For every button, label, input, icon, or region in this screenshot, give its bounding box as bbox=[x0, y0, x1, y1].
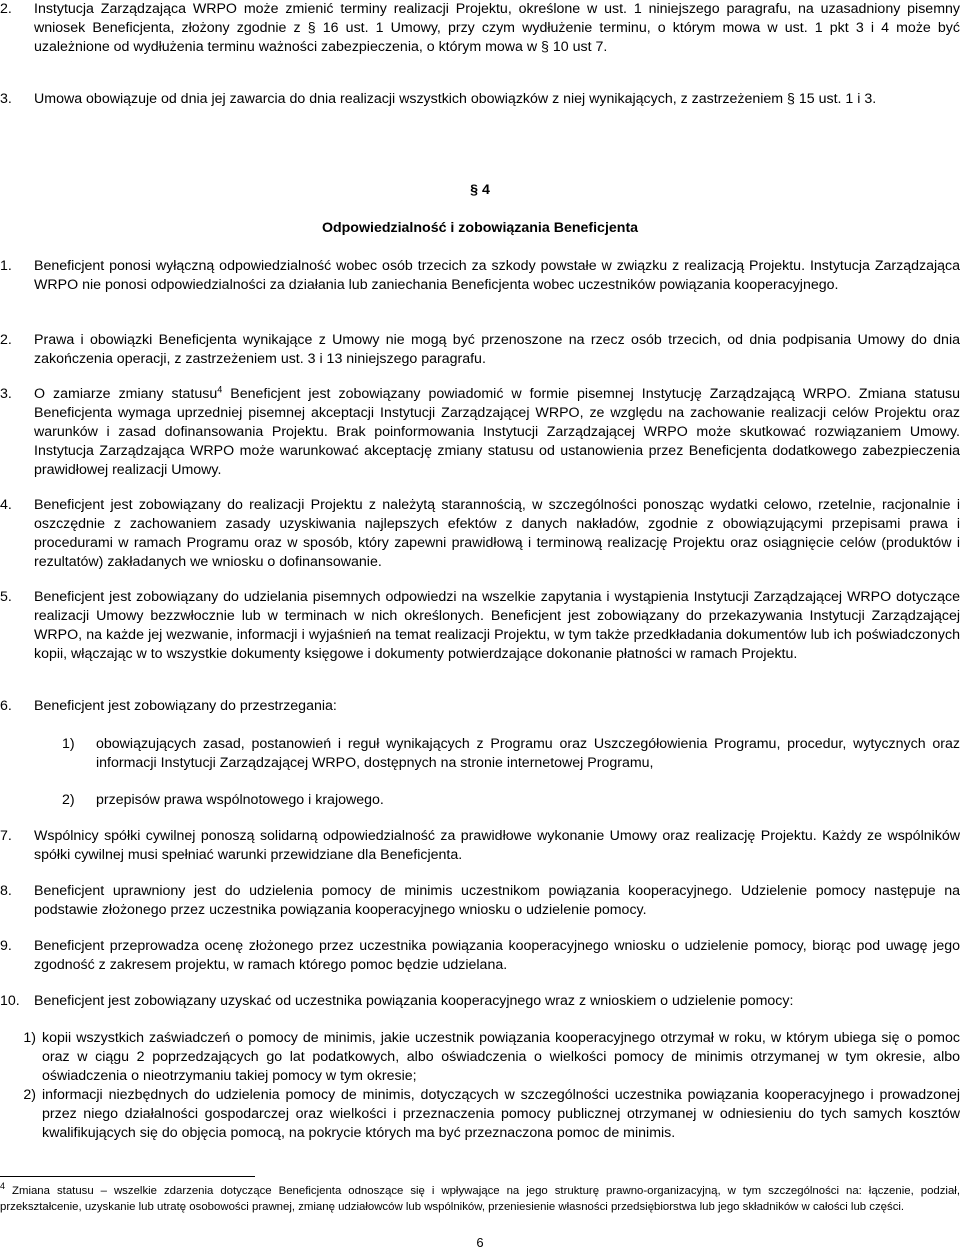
footnote bbox=[0, 1181, 960, 1215]
item-text: Beneficjent jest zobowiązany do udzielania pisemnych odpowiedzi na wszelkie zapytania i wystąpienia Instytucji Zarządzającej WRPO dotyczące realizacji Umowy bezzwłocznie lub w terminach w nich określonych. Beneficjent jest zobowiązany do przekazywania Instytucji Zarządzającej WRPO, na każde jej wezwanie, informacji i wyjaśnień na temat realizacji Projektu, w tym także przedkładania dokumentów lub ich poświadczonych kopii, włączając w to wszystkie dokumenty księgowe i dokumenty potwierdzające dokonanie płatności w ramach Projektu. bbox=[34, 589, 960, 662]
paragraph-number: 3. bbox=[0, 91, 12, 107]
item-number: 4. bbox=[0, 497, 12, 513]
item-text: Beneficjent jest zobowiązany do realizacji Projektu z należytą starannością, w szczególności ponosząc wydatki celowo, rzetelnie, racjonalnie i oszczędnie z zachowaniem zasady uzyskiwania najlepszych efektów z danych nakładów, zgodnie z obowiązującymi przepisami prawa i procedurami w ramach Programu oraz w sposób, który zapewni prawidłową i terminową realizację Projektu oraz osiągnięcie celów (produktów i rezultatów) zakładanych we wniosku o dofinansowanie. bbox=[34, 497, 960, 570]
section-symbol: § 4 bbox=[470, 182, 490, 198]
item-number: 9. bbox=[0, 938, 12, 954]
sub-item-number: 1) bbox=[23, 1030, 36, 1046]
list-item bbox=[0, 588, 960, 664]
item-number: 1. bbox=[0, 258, 12, 274]
sub-list-item bbox=[0, 1086, 960, 1143]
paragraph-2 bbox=[0, 0, 960, 57]
paragraph-text: Umowa obowiązuje od dnia jej zawarcia do dnia realizacji wszystkich obowiązków z niej wynikających, z zastrzeżeniem § 15 ust. 1 i 3. bbox=[34, 91, 877, 107]
item-text: Beneficjent uprawniony jest do udzielenia pomocy de minimis uczestnikom powiązania kooperacyjnego. Udzielenie pomocy następuje na podstawie złożonego przez uczestnika powiązania kooperacyjnego wniosku o udzielenie pomocy. bbox=[34, 883, 960, 918]
paragraph-3 bbox=[0, 90, 960, 109]
item-text: Beneficjent jest zobowiązany uzyskać od uczestnika powiązania kooperacyjnego wraz z wnioskiem o udzielenie pomocy: bbox=[34, 993, 794, 1009]
list-item bbox=[0, 385, 960, 480]
sub-item-number: 1) bbox=[62, 736, 75, 752]
footnote-number: 4 bbox=[0, 1181, 6, 1192]
list-item bbox=[0, 992, 960, 1011]
paragraph-text: Instytucja Zarządzająca WRPO może zmienić terminy realizacji Projektu, określone w ust. 1 niniejszego paragrafu, na uzasadniony pisemny wniosek Beneficjenta, złożony zgodnie z § 16 ust. 1 Umowy, przy czym wydłużenie terminu, o którym mowa w ust. 1 pkt 3 i 4 może być uzależnione od wydłużenia terminu ważności zabezpieczenia, o którym mowa w § 10 ust 7. bbox=[34, 1, 960, 55]
sub-item-number: 2) bbox=[62, 792, 75, 808]
item-text: O zamiarze zmiany statusu$^4$ Beneficjent jest zobowiązany powiadomić w formie pisemnej Instytucję Zarządzającą WRPO. Zmiana statusu Beneficjenta wymaga uprzedniej pisemnej akceptacji Instytucji Zarządzającej WRPO, ze względu na zachowanie realizacji celów Projektu oraz warunków i zasad dofinansowania Projektu. Brak poinformowania Instytucji Zarządzającej WRPO może skutkować rozwiązaniem Umowy. Instytucja Zarządzająca WRPO może warunkować akceptację zmiany statusu od ustanowienia przez Beneficjenta dodatkowego zabezpieczenia prawidłowej realizacji Umowy. bbox=[34, 384, 960, 478]
item-number: 8. bbox=[0, 883, 12, 899]
list-item bbox=[0, 937, 960, 975]
list-item bbox=[0, 882, 960, 920]
sub-list-item bbox=[62, 791, 960, 810]
footnote-reference[interactable]: 4 bbox=[217, 384, 223, 395]
sub-item-text: obowiązujących zasad, postanowień i reguł wynikających z Programu oraz Uszczegółowienia Programu, procedur, wytycznych oraz informacji Instytucji Zarządzającej WRPO, dostępnych na stronie internetowej Programu, bbox=[96, 736, 960, 771]
item-number: 3. bbox=[0, 386, 12, 402]
item-text: Beneficjent ponosi wyłączną odpowiedzialność wobec osób trzecich za szkody powstałe w związku z realizacją Projektu. Instytucja Zarządzająca WRPO nie ponosi odpowiedzialności za działania lub zaniechania Beneficjenta wobec uczestników powiązania kooperacyjnego. bbox=[34, 258, 960, 293]
list-item bbox=[0, 697, 960, 716]
item-text: Wspólnicy spółki cywilnej ponoszą solidarną odpowiedzialność za prawidłowe wykonanie Umowy oraz realizację Projektu. Każdy ze wspólników spółki cywilnej musi spełniać warunki przewidziane dla Beneficjenta. bbox=[34, 828, 960, 863]
footnote-text: Zmiana statusu – wszelkie zdarzenia dotyczące Beneficjenta odnoszące się i wpływające na jego strukturę prawno-organizacyjną, w tym szczególności na: łączenie, podział, przekształcenie, uzyskanie lub utratę osobowości prawnej, zmianę udziałowców lub wspólników, przeniesienie własności przedsiębiorstwa lub jego składników w całości lub części. bbox=[0, 1185, 960, 1213]
footnote-separator bbox=[0, 1176, 255, 1177]
sub-item-text: kopii wszystkich zaświadczeń o pomocy de minimis, jakie uczestnik powiązania kooperacyjnego otrzymał w roku, w którym ubiega się o pomoc oraz w ciągu 2 poprzedzających go lat podatkowych, albo oświadczenia o wielkości pomocy de minimis otrzymanej w tym okresie, albo oświadczenia o nieotrzymaniu takiej pomocy w tym okresie; bbox=[42, 1030, 960, 1084]
list-item bbox=[0, 257, 960, 295]
item-number: 10. bbox=[0, 993, 20, 1009]
item-text: Beneficjent jest zobowiązany do przestrzegania: bbox=[34, 698, 337, 714]
list-item bbox=[0, 496, 960, 572]
item-number: 6. bbox=[0, 698, 12, 714]
list-item bbox=[0, 827, 960, 865]
page-number: 6 bbox=[476, 1235, 484, 1250]
item-number: 5. bbox=[0, 589, 12, 605]
item-text: Prawa i obowiązki Beneficjenta wynikające z Umowy nie mogą być przenoszone na rzecz osób trzecich, od dnia podpisania Umowy do dnia zakończenia operacji, z zastrzeżeniem ust. 3 i 13 niniejszego paragrafu. bbox=[34, 332, 960, 367]
sub-item-text: przepisów prawa wspólnotowego i krajowego. bbox=[96, 792, 384, 808]
section-title: Odpowiedzialność i zobowiązania Beneficjenta bbox=[321, 220, 639, 236]
paragraph-number: 2. bbox=[0, 1, 12, 17]
item-number: 2. bbox=[0, 332, 12, 348]
item-number: 7. bbox=[0, 828, 12, 844]
sub-item-text: informacji niezbędnych do udzielenia pomocy de minimis, dotyczących w szczególności uczestnika powiązania kooperacyjnego i prowadzonej przez niego działalności gospodarczej oraz wielkości i przeznaczenia pomocy publicznej otrzymanej w odniesieniu do tych samych kosztów kwalifikujących się do objęcia pomocą, na pokrycie których ma być przeznaczona pomoc de minimis. bbox=[42, 1087, 960, 1141]
sub-list-item bbox=[0, 1029, 960, 1086]
sub-list-item bbox=[62, 735, 960, 773]
item-text: Beneficjent przeprowadza ocenę złożonego przez uczestnika powiązania kooperacyjnego wniosku o udzielenie pomocy, biorąc pod uwagę jego zgodność z zakresem projektu, w ramach którego pomoc będzie udzielana. bbox=[34, 938, 960, 973]
sub-item-number: 2) bbox=[23, 1087, 36, 1103]
list-item bbox=[0, 331, 960, 369]
